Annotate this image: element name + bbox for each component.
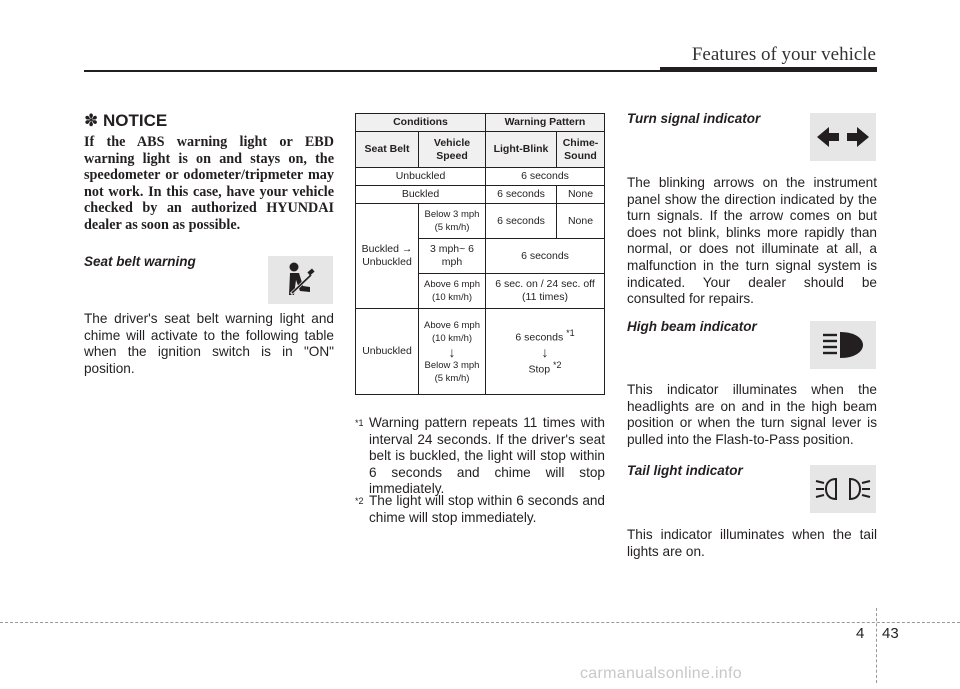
header-light-blink: Light-Blink — [486, 132, 557, 168]
cell-unbuckled: Unbuckled — [356, 168, 486, 186]
page-number: 43 — [882, 625, 899, 642]
cell-chime-sound: None — [557, 204, 605, 239]
cell-unbuckled-driving: Unbuckled — [356, 309, 419, 395]
speed-above-6: Above 6 mph (10 km/h) — [424, 319, 480, 344]
footer-dashed-line — [0, 622, 960, 623]
header-seat-belt: Seat Belt — [356, 132, 419, 168]
tail-light-body: This indicator illuminates when the tail lights are on. — [627, 527, 877, 559]
tail-light-section-title: Tail light indicator — [627, 463, 743, 478]
header-conditions: Conditions — [356, 114, 486, 132]
seatbelt-section-title: Seat belt warning — [84, 254, 196, 269]
down-arrow-icon: ↓ — [448, 343, 456, 360]
footnote-1 — [355, 415, 605, 498]
header-vehicle-speed: Vehicle Speed — [419, 132, 486, 168]
header-warning-pattern: Warning Pattern — [486, 114, 605, 132]
speed-below-3: Below 3 mph (5 km/h) — [424, 359, 480, 384]
footnote-1-mark: *1 — [355, 418, 364, 428]
turn-signal-section-title: Turn signal indicator — [627, 111, 761, 126]
high-beam-section-title: High beam indicator — [627, 319, 757, 334]
high-beam-body: This indicator illuminates when the headlights are on and in the high beam position or when the turn signal lever is pulled into the Flash-to-Pass position. — [627, 382, 877, 447]
cell-light-blink: 6 seconds — [486, 204, 557, 239]
down-arrow-icon: ↓ — [541, 343, 549, 360]
turn-signal-arrows-icon — [810, 113, 876, 161]
notice-body: If the ABS warning light or EBD warning light is on and stays on, the speedometer or odometer/tripmeter may not work. In this case, have your vehicle checked by an authorized HYUNDAI dealer as soon as possible. — [84, 134, 334, 233]
cell-speed-above-6: Above 6 mph (10 km/h) — [419, 274, 486, 309]
pattern-6-seconds: 6 seconds — [515, 331, 564, 344]
footnote-mark-2: *2 — [553, 359, 562, 370]
turn-signal-body: The blinking arrows on the instrument panel show the direction indicated by the turn signals. If the arrow comes on but does not blink, blinks more rapidly than normal, or does not illuminate at all, a malfunction in the turn signal system is indicated. Your dealer should be consulted for repairs. — [627, 175, 877, 307]
cell-6-seconds: 6 seconds — [486, 168, 605, 186]
cell-speed-3-to-6: 3 mph~ 6 mph — [419, 239, 486, 274]
seatbelt-warning-table — [355, 113, 605, 395]
seatbelt-body: The driver's seat belt warning light and chime will activate to the following table when the ignition switch is in "ON" position. — [84, 311, 334, 376]
footnote-2 — [355, 493, 605, 526]
footer-dashed-divider — [876, 608, 877, 683]
cell-buckled-to-unbuckled: Buckled → Unbuckled — [356, 204, 419, 309]
page-header-title: Features of your vehicle — [691, 44, 876, 65]
footnote-2-text: The light will stop within 6 seconds and chime will stop immediately. — [369, 493, 605, 525]
footnote-2-mark: *2 — [355, 496, 364, 506]
notice-title: ✽ NOTICE — [84, 111, 168, 130]
header-rule-accent — [660, 67, 877, 72]
cell-buckled: Buckled — [356, 186, 486, 204]
footnote-1-text: Warning pattern repeats 11 times with interval 24 seconds. If the driver's seat belt is buckled, the light will stop within 6 seconds and chime will stop immediately. — [369, 415, 605, 497]
cell-speed-below-3: Below 3 mph (5 km/h) — [419, 204, 486, 239]
header-chime-sound: Chime-Sound — [557, 132, 605, 168]
cell-warning-pattern: 6 seconds — [486, 239, 605, 274]
footnote-mark-1: *1 — [566, 328, 575, 338]
cell-speed-transition — [419, 309, 486, 395]
tail-light-icon — [810, 465, 876, 513]
pattern-stop: Stop — [528, 363, 551, 375]
cell-warning-pattern: 6 sec. on / 24 sec. off (11 times) — [486, 274, 605, 309]
chapter-number: 4 — [856, 625, 865, 642]
cell-chime-sound: None — [557, 186, 605, 204]
high-beam-icon — [810, 321, 876, 369]
watermark-text: carmanualsonline.info — [580, 665, 742, 682]
seatbelt-icon — [268, 256, 333, 304]
cell-light-blink: 6 seconds — [486, 186, 557, 204]
cell-pattern-transition — [486, 309, 605, 395]
